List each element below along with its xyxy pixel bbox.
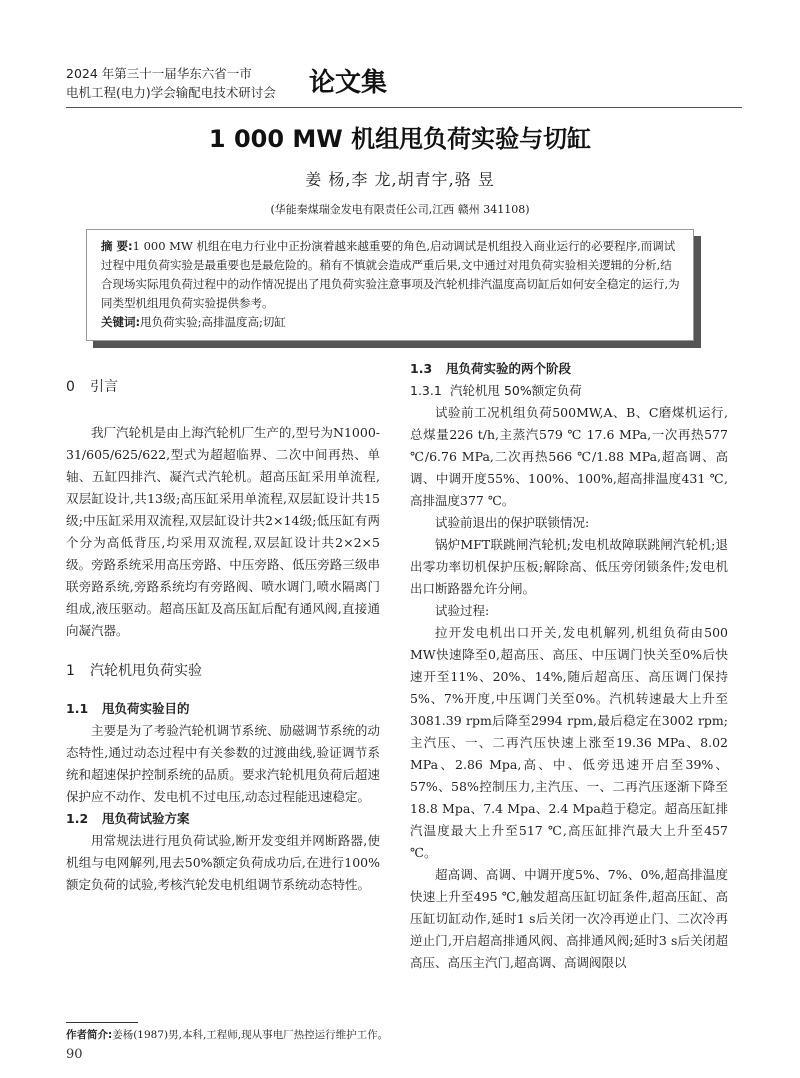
running-header bbox=[66, 64, 742, 108]
subsection-title: 甩负荷实验目的 bbox=[102, 701, 190, 716]
section-number: 0 bbox=[66, 379, 75, 395]
purpose-paragraph: 主要是为了考验汽轮机调节系统、励磁调节系统的动态特性,通过动态过程中有关参数的过渡曲线,验证调节系统和超速保护控制系统的品质。要求汽轮机甩负荷后超速保护应不动作、发电机不过电压,动态过程能迅速稳定。 bbox=[66, 723, 380, 804]
keywords-label: 关键词: bbox=[101, 315, 141, 329]
pre-test-conditions-paragraph: 试验前工况机组负荷500MW,A、B、C磨煤机运行,总煤量226 t/h,主蒸汽579 ℃ 17.6 MPa,一次再热577 ℃/6.76 MPa,二次再热566 ℃/1.88 MPa,超高调、高调、中调开度55%、100%、100%,超高排温度431 ℃,高排温度377 ℃。 bbox=[410, 405, 728, 508]
section-title: 汽轮机甩负荷实验 bbox=[90, 663, 202, 679]
author-list: 姜 杨,李 龙,胡青宇,骆 昱 bbox=[305, 170, 495, 189]
section-heading-intro bbox=[66, 376, 380, 398]
process-paragraph-1: 拉开发电机出口开关,发电机解列,机组负荷由500 MW快速降至0,超高压、高压、中压调门快关至0%后快速开至11%、20%、14%,随后超高压、高压调门保持5%、7%开度,中压调门关至0%。汽机转速最大上升至3081.39 rpm后降至2994 rpm,最后稳定在3002 rpm;主汽压、一、二再汽压快速上涨至19.36 MPa、8.02 MPa、2.86 Mpa,高、中、低旁迅速开启至39%、57%、58%控制压力,主汽压、一、二再汽压逐渐下降至18.8 Mpa、7.4 Mpa、2.4 Mpa趋于稳定。超高压缸排汽温度最大上升至517 ℃,高压缸排汽最大上升至457 ℃。 bbox=[410, 625, 728, 860]
abstract-label: 摘 要: bbox=[101, 239, 133, 253]
subsection-heading-1-1 bbox=[66, 698, 380, 720]
subsubsection-title: 汽轮机甩 50%额定负荷 bbox=[450, 383, 582, 398]
process-paragraph-2: 超高调、高调、中调开度5%、7%、0%,超高排温度快速上升至495 ℃,触发超高压缸切缸条件,超高压缸、高压缸切缸动作,延时1 s后关闭一次冷再逆止门、二次冷再逆止门,开启超高排通风阀、高排通风阀;延时3 s后关闭超高压、高压主汽门,超高调、高调阀限以 bbox=[410, 867, 728, 970]
conference-name bbox=[66, 64, 316, 102]
protection-heading-paragraph: 试验前退出的保护联锁情况: bbox=[435, 515, 590, 530]
subsubsection-number: 1.3.1 bbox=[410, 383, 442, 398]
protection-list-paragraph: 锅炉MFT联跳闸汽轮机;发电机故障联跳闸汽轮机;退出零功率切机保护压板;解除高、低压旁闭锁条件;发电机出口断路器允许分闸。 bbox=[410, 537, 728, 596]
section-number: 1 bbox=[66, 663, 75, 679]
intro-paragraph: 我厂汽轮机是由上海汽轮机厂生产的,型号为N1000-31/605/625/622,型式为超超临界、二次中间再热、单轴、五缸四排汽、凝汽式汽轮机。超高压缸采用单流程,双层缸设计,共13级;高压缸采用单流程,双层缸设计共15级;中压缸采用双流程,双层缸设计共2×14级;低压缸有两个分为高低背压,均采用双流程,双层缸设计共2×2×5级。旁路系统采用高压旁路、中压旁路、低压旁路三级串联旁路系统,旁路系统均有旁路阀、喷水调门,喷水隔离门组成,液压驱动。超高压缸及高压缸后配有通风阀,直接通向凝汽器。 bbox=[66, 425, 380, 638]
abstract-content bbox=[101, 237, 681, 332]
subsection-heading-1-2 bbox=[66, 808, 380, 830]
conference-line-1: 2024 年第三十一届华东六省一市 bbox=[66, 66, 252, 81]
subsubsection-heading-1-3-1 bbox=[410, 380, 728, 402]
section-title: 引言 bbox=[90, 379, 118, 395]
page-number: 90 bbox=[66, 1047, 83, 1062]
subsection-title: 甩负荷试验方案 bbox=[102, 811, 190, 826]
keywords-line bbox=[101, 313, 681, 332]
abstract-paragraph bbox=[101, 237, 681, 313]
process-heading-paragraph: 试验过程: bbox=[435, 603, 490, 618]
footnote-text: 姜杨(1987)男,本科,工程师,现从事电厂热控运行维护工作。 bbox=[112, 1029, 389, 1041]
subsection-title: 甩负荷实验的两个阶段 bbox=[446, 361, 572, 376]
subsection-heading-1-3 bbox=[410, 358, 728, 380]
section-heading-1 bbox=[66, 660, 380, 682]
subsection-number: 1.1 bbox=[66, 701, 89, 716]
paper-title: 1 000 MW 机组甩负荷实验与切缸 bbox=[208, 125, 592, 153]
footnote-rule bbox=[66, 1022, 138, 1023]
subsection-number: 1.2 bbox=[66, 811, 89, 826]
right-column bbox=[410, 358, 728, 974]
author-footnote bbox=[66, 1027, 388, 1043]
plan-paragraph: 用常规法进行甩负荷试验,断开发变组并网断路器,使机组与电网解列,甩去50%额定负荷成功后,在进行100%额定负荷的试验,考核汽轮发电机组调节系统动态特性。 bbox=[66, 833, 380, 892]
collection-label: 论文集 bbox=[309, 68, 388, 98]
header-rule bbox=[66, 107, 742, 108]
left-column bbox=[66, 360, 380, 896]
footnote-label: 作者简介: bbox=[66, 1029, 113, 1041]
abstract-box bbox=[86, 229, 694, 341]
conference-line-2: 电机工程(电力)学会输配电技术研讨会 bbox=[66, 85, 276, 100]
keywords-text: 甩负荷实验;高排温度高;切缸 bbox=[140, 315, 286, 329]
affiliation: (华能秦煤瑞金发电有限责任公司,江西 赣州 341108) bbox=[270, 203, 530, 216]
abstract-text: 1 000 MW 机组在电力行业中正扮演着越来越重要的角色,启动调试是机组投入商业运行的必要程序,而调试过程中甩负荷实验是最重要也是最危险的。稍有不慎就会造成严重后果,文中通过对甩负荷实验相关逻辑的分析,结合现场实际甩负荷过程中的动作情况提出了甩负荷实验注意事项及汽轮机排汽温度高切缸后如何安全稳定的运行,为同类型机组甩负荷实验提供参考。 bbox=[101, 239, 680, 310]
subsection-number: 1.3 bbox=[410, 361, 433, 376]
